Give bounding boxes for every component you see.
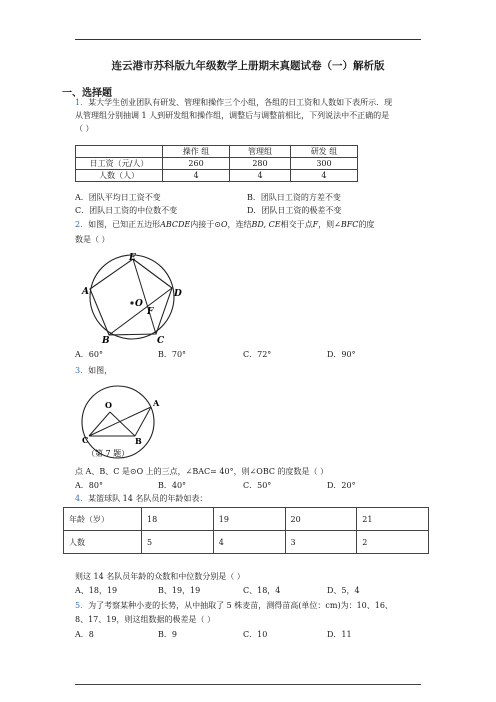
option-b[interactable]: B．70° bbox=[158, 350, 187, 359]
segment-co bbox=[89, 412, 110, 436]
option-d[interactable]: D．团队日工资的极差不变 bbox=[247, 206, 342, 215]
option-a[interactable]: A．团队平均日工资不变 bbox=[75, 193, 161, 202]
table-row bbox=[76, 158, 358, 170]
option-c[interactable]: C．72° bbox=[243, 350, 272, 359]
page-title: 连云港市苏科版九年级数学上册期末真题试卷（一）解析版 bbox=[111, 60, 385, 72]
table-cell: 21 bbox=[357, 508, 429, 531]
circle-o bbox=[90, 255, 174, 339]
question-5-line-2: 8、17、19，则这组数据的极差是（ ） bbox=[75, 615, 215, 624]
option-b[interactable]: B．9 bbox=[158, 630, 177, 639]
option-b[interactable]: B．团队日工资的方差不变 bbox=[247, 193, 341, 202]
segment-ce bbox=[133, 259, 156, 334]
option-c[interactable]: C．50° bbox=[243, 481, 272, 490]
table-cell: 管理组 bbox=[230, 146, 291, 158]
table-cell: 260 bbox=[163, 158, 230, 170]
table-cell: 18 bbox=[142, 508, 214, 531]
table-cell: 4 bbox=[213, 531, 285, 554]
label-e: E bbox=[129, 253, 136, 263]
option-d[interactable]: D．90° bbox=[327, 350, 356, 359]
question-2-line-1: 2．如图，已知正五边形ABCDE内接于⊙O，连结BD, CE相交于点F，则∠BFC的度 bbox=[75, 220, 375, 229]
question-3-line-1: 3．如图， bbox=[75, 366, 113, 375]
option-c[interactable]: C．团队日工资的中位数不变 bbox=[75, 206, 178, 215]
table-cell: 研发 组 bbox=[290, 146, 357, 158]
table-cell: 人数 bbox=[64, 531, 142, 554]
option-d[interactable]: D．20° bbox=[327, 481, 356, 490]
option-a[interactable]: A．80° bbox=[75, 481, 103, 490]
circle-figure bbox=[72, 380, 182, 464]
label-c: C bbox=[82, 435, 89, 445]
question-2-line-2: 数是（ ） bbox=[75, 235, 110, 244]
segment-ba bbox=[135, 407, 151, 436]
table-cell: 20 bbox=[285, 508, 357, 531]
question-1-number: 1． bbox=[75, 98, 89, 107]
question-3-number: 3． bbox=[75, 366, 89, 375]
option-b[interactable]: B、19，19 bbox=[158, 586, 201, 595]
table-cell: 4 bbox=[290, 170, 357, 182]
option-b[interactable]: B．40° bbox=[158, 481, 187, 490]
segment-ca bbox=[89, 407, 151, 436]
question-1-line-2: 从管理组分别抽调 1 人到研发组和操作组，调整后与调整前相比，下列说法中不正确的是 bbox=[75, 111, 390, 120]
label-b: B bbox=[102, 336, 110, 345]
option-d[interactable]: D．11 bbox=[327, 630, 352, 639]
section-heading: 一、选择题 bbox=[62, 88, 112, 99]
center-point bbox=[130, 301, 133, 304]
table-cell: 年龄（岁） bbox=[64, 508, 142, 531]
table-cell bbox=[76, 146, 163, 158]
question-1-line-1: 1．某大学生创业团队有研发、管理和操作三个小组，各组的日工资和人数如下表所示．现 bbox=[75, 98, 393, 107]
option-a[interactable]: A．8 bbox=[75, 630, 94, 639]
option-a[interactable]: A．60° bbox=[75, 350, 103, 359]
question-5-number: 5． bbox=[75, 601, 89, 610]
segment-bd bbox=[109, 288, 172, 335]
table-row bbox=[76, 170, 358, 182]
table-cell: 19 bbox=[213, 508, 285, 531]
table-cell: 3 bbox=[285, 531, 357, 554]
question-1-table bbox=[75, 145, 358, 182]
label-o: O bbox=[105, 400, 112, 410]
question-5-line-1: 5．为了考察某种小麦的长势，从中抽取了 5 株麦苗，测得苗高(单位：cm)为：10、16、 bbox=[75, 601, 393, 610]
option-a[interactable]: A、18，19 bbox=[75, 586, 118, 595]
label-a: A bbox=[153, 398, 160, 408]
question-2-number: 2． bbox=[75, 220, 89, 229]
label-a: A bbox=[82, 287, 89, 297]
option-c[interactable]: C．10 bbox=[243, 630, 268, 639]
table-cell: 2 bbox=[357, 531, 429, 554]
table-cell: 280 bbox=[230, 158, 291, 170]
table-cell: 300 bbox=[290, 158, 357, 170]
figure-caption: （第 7 题） bbox=[87, 449, 130, 458]
question-3-line-2: 点 A、B、C 是⊙O 上的三点，∠BAC= 40°，则∠OBC 的度数是（ ） bbox=[75, 467, 329, 476]
option-d[interactable]: D、5，4 bbox=[327, 586, 360, 595]
table-row bbox=[64, 531, 429, 554]
table-cell: 5 bbox=[142, 531, 214, 554]
table-cell: 操作 组 bbox=[163, 146, 230, 158]
table-header-row bbox=[76, 146, 358, 158]
label-o: O bbox=[135, 299, 143, 309]
question-4-line-1: 4．某篮球队 14 名队员的年龄如表： bbox=[75, 494, 208, 503]
label-b: B bbox=[135, 436, 142, 446]
question-4-number: 4． bbox=[75, 494, 89, 503]
label-c: C bbox=[157, 336, 165, 345]
footer-rule bbox=[75, 684, 421, 685]
table-cell: 4 bbox=[230, 170, 291, 182]
question-4-table bbox=[63, 507, 429, 554]
label-f: F bbox=[147, 307, 154, 317]
table-cell: 4 bbox=[163, 170, 230, 182]
pentagon-figure bbox=[75, 250, 190, 345]
table-row bbox=[64, 508, 429, 531]
label-d: D bbox=[174, 289, 182, 299]
question-1-line-3: （ ） bbox=[75, 124, 94, 133]
header-rule bbox=[75, 39, 421, 40]
table-cell: 人数（人） bbox=[76, 170, 163, 182]
option-c[interactable]: C、18，4 bbox=[243, 586, 281, 595]
question-4-line-2: 则这 14 名队员年龄的众数和中位数分别是（ ） bbox=[75, 572, 245, 581]
table-cell: 日工资（元/人） bbox=[76, 158, 163, 170]
